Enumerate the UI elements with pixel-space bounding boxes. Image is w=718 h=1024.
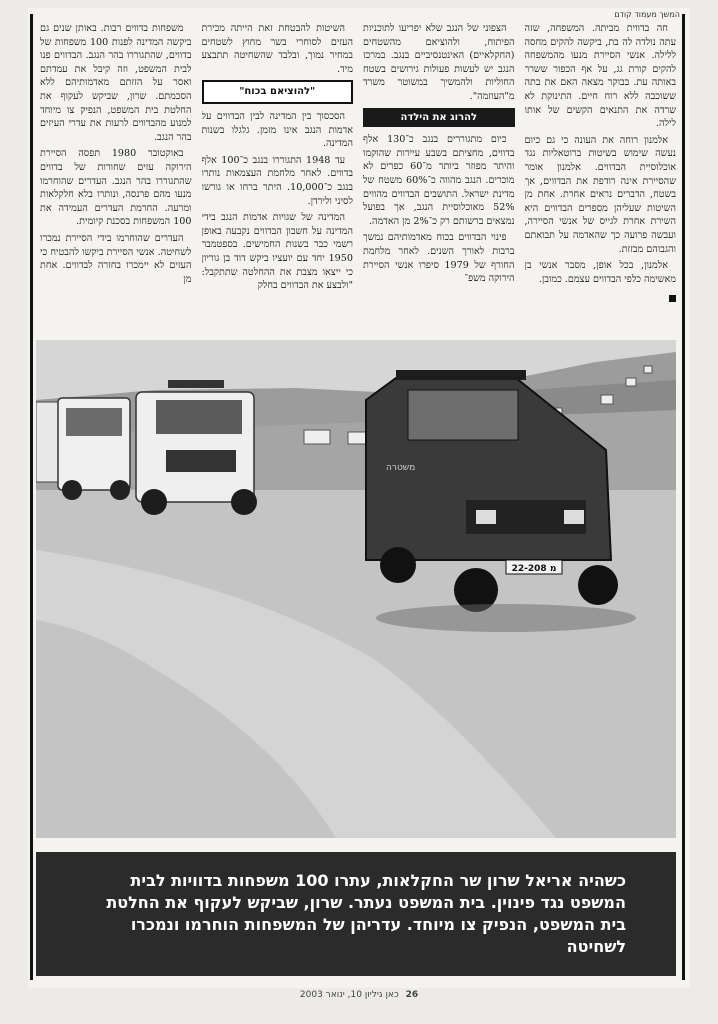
subheading: להרוג את הילדה xyxy=(363,108,515,128)
distant-vehicle xyxy=(348,432,366,444)
article-column-4 xyxy=(525,22,677,334)
article-columns xyxy=(40,22,676,334)
photo-police-convoy xyxy=(36,340,676,838)
page-number: 26 xyxy=(405,990,419,1000)
paragraph: אלמנון רוחה את העונה כי גם כיום נעשה שימוש בשיטות ברוטאליות נגד אוכלוסיית הבדווים. אלמנון אומר שהסיירת אינה רודפת את הבדווים, אך בשטח, הדברים נראים אחרת. אחת מן השיטות שעליהן מספרים הבדווים היא השירת אחרת לגייס של אנשי הסיירה, ועבשה פרועה כך שהאדמה על תבואתם והגבוהם מבזזת. xyxy=(524,134,676,255)
distant-vehicle xyxy=(626,378,636,386)
vehicle-label: משטרה xyxy=(386,463,416,473)
paragraph: אלמנון, בכל אופן, מסבר אנשי בן מאשימה כלפי הבדווים עצמם. כמובן. xyxy=(524,260,676,285)
article-column-3 xyxy=(363,22,515,334)
publication-info: כאן גיליון 10, ינואר 2003 xyxy=(299,990,399,1000)
article-column-2 xyxy=(202,22,354,334)
distant-vehicle xyxy=(644,366,652,373)
page-footer xyxy=(0,990,718,1000)
white-pickup xyxy=(136,380,257,515)
caption-text: כשהיה אריאל שרון שר החקלאות, עתרו 100 משפחות בדוויות לבית המשפט נגד פינוין. בית המשפט נעתר. שרון, שביקש לעקוף את החלטת בית המשפט, הנפיק צו מיוחד. עדריהן של המשפחות הוחרמו ונמכרו לשחיטה xyxy=(106,871,626,956)
paragraph: הסכסוך בין המדינה לבין הבדווים על אדמות הנגב אינו מזמן. גלגלו בשנות המדינה. xyxy=(201,110,353,150)
license-plate: 22-208 מ xyxy=(511,564,557,574)
paragraph: כיום מתגוררים בנגב כ־130 אלף בדווים, מחציתם בשבע עיירות שהוקמו והיתר מפוזר ביותר מ־60 כפרים לא מוכרים. הנגב מהווה כ־60% משטח של מדינת ישראל. התושבים הבדווים מהווים 52% מאוכלוסיית הנגב, אך בפועל נמצאים ברשותם רק כ־2% מן האדמה. xyxy=(363,134,515,227)
right-column-rule xyxy=(682,14,685,980)
paragraph: העדרים שהוחרמו בידי הסיירת נמכרו לשחיטה. אנשי הסיירת ביקשו להבטיח כי העזים לא יימכרו בחזרה לבדווים. אחת מן xyxy=(40,232,192,285)
paragraph: באוקטובר 1980 תפסה הסיירת הירוקה עזים שחורות של בדווים שהתגוררו בהר הנגב. העדרים שהוחרמו מנעו מהם פרנסה, ונותרו בלא חלקלאות ומרעה. החרמת העדרים העמידה את 100 המשפחות בסכנת קיומית. xyxy=(40,148,192,228)
paragraph: המדינה של שגויות אדמות הנגב בידי המדינה על חשבון הבדווים נקבעה באופן רשמי כבר בשנות החמישים. בספטמבר 1950 יחד עם יועציו ביקש דוד בן גוריון כי ייצאו מצבת את ההחלטה שתתקבל: "ולבצע את הבדווים בחלק xyxy=(201,212,353,292)
paragraph: משפחות בדווים רבות. באותן שנים גם ביקשה המדינה לפנות 100 משפחות של בדווים, שהתגוררו בהר הנגב. הבדווים פנו לבית המשפט, וזה קיבל את עמדתם ואסר על הזזתם מאדמותיהם ללא הסכמתם. שרון, שביקש לעקוף את החלטת בית המשפט, הנפיק צו מיוחד למנוע מהבדווים לרעות את עדרי העיזים בהר הנגב. xyxy=(40,23,192,143)
continued-label: המשך מעמוד קודם xyxy=(614,10,680,19)
paragraph: פינוי הבדווים בכוח מאדמותיהם נמשך ברבות לאורך השנים. לאחר מלחמת החורף של 1979 סיפרו אנשי הסיירת הירוקה משפ־ xyxy=(363,232,515,285)
left-column-rule xyxy=(30,14,33,980)
distant-vehicle xyxy=(304,430,330,444)
photo-illustration xyxy=(36,340,676,838)
subheading: "להוציאם בכוח" xyxy=(202,80,354,104)
photo-caption xyxy=(36,852,676,976)
paragraph: הצפוני של הנגב שלא יפריעו לתוכניות הפיתוח, ולהוציאם מהשטחים (החקלאיים) האינטנסיביים בנגב. במרכז הנגב יש לעשות פעולות גירושים בשטח החוליות ולהמשיך במשוטר משרד מ"העוזמה". xyxy=(363,23,515,102)
article-end-mark xyxy=(669,295,676,302)
paragraph: עד 1948 התגוררו בנגב כ־100 אלף בדווים. לאחר מלחמת העצמאות נותרו בנגב כ־10,000. היתר ברחו או גורשו לסיני ולירדן. xyxy=(201,154,353,207)
paragraph: השיטות להבטחת זאת הייתה מכירת העזים לסוחרי בשר מחוץ לשטחים במחיר נמוך, ובלבד שהשחיטה תתבצע מיד. xyxy=(201,23,353,75)
article-column-1 xyxy=(40,22,192,334)
distant-vehicle xyxy=(601,395,613,404)
paragraph: חה בדווית מביתה. המשפחה, שזה עתה נולדה לה בת, ביקשה להקים מחסה ללילה. אנשי הסיירת מנעו מהמשפחה להקים קורת גג, על אף הכפור ששרר באותה עת. בבוקר מצאה האם את בתה ששוכבה ללא רוח חיים. התינוקת לא שרדה את התנאים הקשים של אותו לילה. xyxy=(524,23,676,130)
